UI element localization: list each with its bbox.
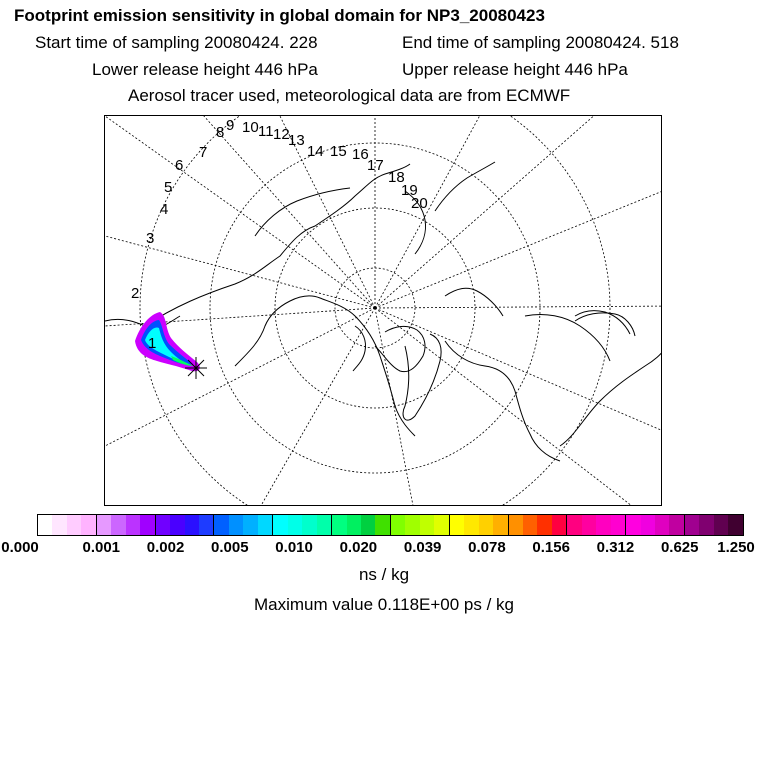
trajectory-label: 11 [258, 123, 274, 140]
colorbar-swatch [375, 515, 390, 535]
colorbar-swatch [405, 515, 419, 535]
colorbar-tick-label: 0.010 [275, 539, 313, 556]
trajectory-label: 20 [411, 195, 428, 212]
coastline-ireland [575, 311, 630, 334]
colorbar-swatch [302, 515, 316, 535]
upper-release-height: Upper release height 446 hPa [402, 60, 628, 79]
colorbar-swatch [699, 515, 713, 535]
colorbar-swatch [626, 515, 640, 535]
meridian [375, 306, 662, 308]
colorbar-swatch [38, 515, 52, 535]
trajectory-labels [131, 117, 428, 352]
colorbar-swatch [185, 515, 199, 535]
colorbar-swatch [229, 515, 243, 535]
colorbar-swatch [567, 515, 581, 535]
colorbar-tick-label: 0.001 [82, 539, 121, 556]
meridian [375, 116, 485, 308]
colorbar [37, 514, 744, 536]
colorbar-tick-label: 0.005 [211, 539, 249, 556]
coastline-alaska-siberia [145, 164, 410, 326]
colorbar-swatch [317, 515, 332, 535]
colorbar-swatch [655, 515, 669, 535]
colorbar-swatch [170, 515, 184, 535]
colorbar-swatch [126, 515, 140, 535]
colorbar-swatch [450, 515, 464, 535]
trajectory-label: 3 [146, 230, 155, 247]
colorbar-swatch [332, 515, 346, 535]
meridian [255, 308, 375, 506]
colorbar-swatch [434, 515, 449, 535]
coastline-north-africa [560, 351, 662, 446]
colorbar-swatch [582, 515, 596, 535]
colorbar-swatch [258, 515, 273, 535]
coastline-greenland [403, 334, 441, 420]
colorbar-swatch [52, 515, 66, 535]
maximum-value: Maximum value 0.118E+00 ps / kg [253, 595, 514, 614]
coastline-scandinavia [525, 314, 610, 361]
release-marker [185, 357, 207, 379]
colorbar-tick-label: 0.039 [403, 539, 442, 556]
colorbar-tick-label: 0.000 [1, 539, 39, 556]
colorbar-swatch [464, 515, 478, 535]
trajectory-label: 7 [199, 144, 208, 161]
colorbar-swatch [67, 515, 81, 535]
colorbar-tick-label: 0.156 [532, 539, 570, 556]
colorbar-tick-labels [0, 539, 768, 559]
coastline-uk [575, 313, 635, 336]
colorbar-swatch [288, 515, 302, 535]
colorbar-swatch [611, 515, 626, 535]
colorbar-swatch [243, 515, 257, 535]
colorbar-swatch [111, 515, 125, 535]
start-time: Start time of sampling 20080424. 228 [35, 33, 318, 52]
colorbar-swatch [199, 515, 214, 535]
colorbar-swatch [347, 515, 361, 535]
meridian [195, 116, 375, 308]
colorbar-swatch [641, 515, 655, 535]
coastline-europe [445, 341, 560, 461]
colorbar-swatch [420, 515, 434, 535]
colorbar-tick-label: 1.250 [717, 539, 755, 556]
colorbar-swatch [509, 515, 523, 535]
trajectory-label: 17 [367, 157, 384, 174]
trajectory-label: 1 [148, 335, 157, 352]
plot-title: Footprint emission sensitivity in global domain for NP3_20080423 [14, 6, 545, 25]
colorbar-swatch [685, 515, 699, 535]
trajectory-label: 13 [288, 132, 305, 149]
trajectory-label: 14 [307, 143, 324, 160]
trajectory-label: 10 [242, 119, 259, 136]
meridian [375, 308, 645, 506]
colorbar-swatch [391, 515, 405, 535]
meridian [375, 308, 662, 436]
colorbar-swatch [361, 515, 375, 535]
colorbar-swatch [97, 515, 111, 535]
colorbar-swatch [537, 515, 551, 535]
coastline-island [353, 326, 366, 371]
colorbar-swatch [493, 515, 508, 535]
colorbar-tick-label: 0.625 [660, 539, 699, 556]
colorbar-swatch [81, 515, 96, 535]
colorbar-tick-label: 0.020 [339, 539, 378, 556]
map-panel [104, 115, 662, 506]
trajectory-label: 19 [401, 182, 418, 199]
trajectory-label: 18 [388, 169, 405, 186]
colorbar-swatch [273, 515, 287, 535]
colorbar-swatch [523, 515, 537, 535]
colorbar-swatch [552, 515, 567, 535]
trajectory-label: 6 [175, 157, 184, 174]
colorbar-swatch [728, 515, 742, 535]
colorbar-swatch [714, 515, 728, 535]
aerosol-note: Aerosol tracer used, meteorological data are from ECMWF [128, 86, 571, 105]
end-time: End time of sampling 20080424. 518 [402, 33, 679, 52]
colorbar-swatch [214, 515, 228, 535]
trajectory-label: 9 [226, 117, 235, 134]
trajectory-label: 4 [160, 201, 169, 218]
coastline-canada-arctic [235, 296, 415, 436]
colorbar-swatch [596, 515, 610, 535]
trajectory-label: 8 [216, 124, 225, 141]
colorbar-tick-label: 0.002 [146, 539, 185, 556]
trajectory-label: 15 [330, 143, 347, 160]
lower-release-height: Lower release height 446 hPa [92, 60, 318, 79]
meridian [375, 116, 605, 308]
colorbar-tick-label: 0.078 [468, 539, 506, 556]
polar-map [105, 116, 662, 506]
trajectory-label: 12 [273, 126, 290, 143]
colorbar-swatch [479, 515, 493, 535]
trajectory-label: 16 [352, 146, 369, 163]
colorbar-swatch [669, 515, 684, 535]
colorbar-units: ns / kg [358, 565, 410, 584]
coastline-svalbard [445, 288, 503, 316]
trajectory-label: 2 [131, 285, 140, 302]
colorbar-tick-label: 0.312 [596, 539, 635, 556]
trajectory-label: 5 [164, 179, 173, 196]
colorbar-swatch [140, 515, 155, 535]
colorbar-swatch [156, 515, 170, 535]
